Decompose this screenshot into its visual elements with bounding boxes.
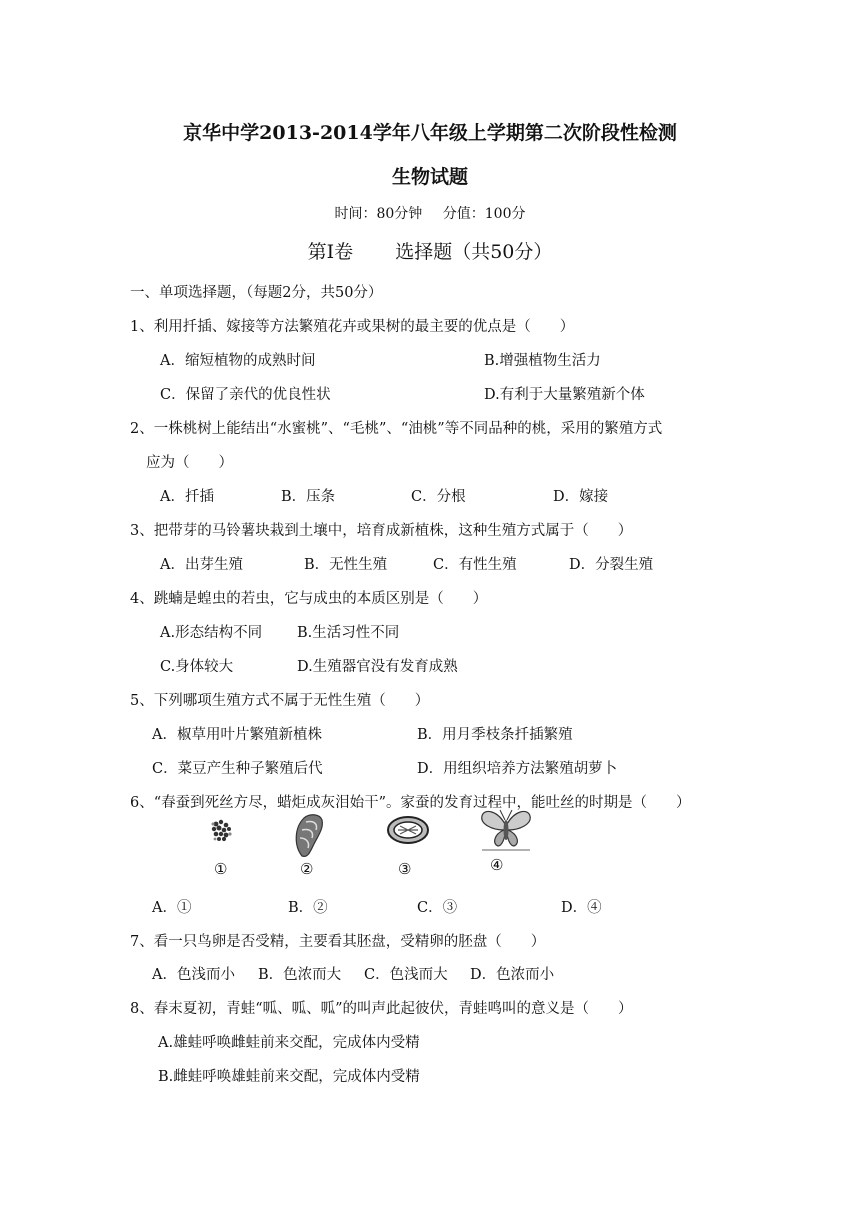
image-label-2: ② [300,860,314,878]
question-2-option-b: B．压条 [281,489,336,505]
question-3-option-c: C．有性生殖 [433,557,517,573]
exam-title: 京华中学2013-2014学年八年级上学期第二次阶段性检测 [183,122,677,144]
question-1-option-b: B.增强植物生活力 [484,353,601,369]
silkworm-stage-images [196,812,536,884]
question-4-option-b: B.生活习性不同 [297,625,400,641]
image-label-4: ④ [490,856,504,874]
question-2-stem-cont: 应为（ ） [146,455,233,471]
silkworm-cocoon-image [386,812,430,848]
question-7-option-c: C．色浅而大 [364,967,448,983]
question-1-option-a: A．缩短植物的成熟时间 [160,353,316,369]
question-7-option-a: A．色浅而小 [152,967,235,983]
question-1-option-d: D.有利于大量繁殖新个体 [484,387,645,403]
question-3-option-d: D．分裂生殖 [569,557,654,573]
question-2-option-d: D．嫁接 [553,489,609,505]
question-7-option-b: B．色浓而大 [258,967,342,983]
section-heading [0,237,860,264]
question-3-stem: 3、把带芽的马铃薯块栽到土壤中，培育成新植株，这种生殖方式属于（ ） [130,523,633,539]
question-1-stem: 1、利用扦插、嫁接等方法繁殖花卉或果树的最主要的优点是（ ） [130,319,575,335]
question-5-option-d: D．用组织培养方法繁殖胡萝卜 [417,761,618,777]
question-5-option-b: B．用月季枝条扦插繁殖 [417,727,573,743]
question-8-option-b: B.雌蛙呼唤雄蛙前来交配，完成体内受精 [158,1069,420,1085]
question-4-option-c: C.身体较大 [160,659,234,675]
question-7-stem: 7、看一只鸟卵是否受精，主要看其胚盘，受精卵的胚盘（ ） [130,934,546,950]
question-5-stem: 5、下列哪项生殖方式不属于无性生殖（ ） [130,693,430,709]
section-label: 第Ⅰ卷 [307,241,354,263]
question-4-option-a: A.形态结构不同 [160,625,263,641]
question-6-option-b: B．② [288,900,328,916]
image-label-3: ③ [398,860,412,878]
exam-score: 分值：100分 [442,206,526,222]
question-6-stem: 6、“春蚕到死丝方尽，蜡炬成灰泪始干”。家蚕的发育过程中，能吐丝的时期是（ ） [130,795,691,811]
image-label-1: ① [214,860,228,878]
part-heading: 一、单项选择题，（每题2分，共50分） [130,285,383,301]
question-1-option-c: C．保留了亲代的优良性状 [160,387,331,403]
exam-time: 时间：80分钟 [334,206,423,222]
question-8-option-a: A.雄蛙呼唤雌蛙前来交配，完成体内受精 [158,1035,420,1051]
question-2-option-a: A．扦插 [160,489,214,505]
question-2-stem: 2、一株桃树上能结出“水蜜桃”、“毛桃”、“油桃”等不同品种的桃，采用的繁殖方式 [130,421,663,437]
question-6-option-a: A．① [152,900,192,916]
question-4-stem: 4、跳蝻是蝗虫的若虫，它与成虫的本质区别是（ ） [130,591,488,607]
question-5-option-a: A．椒草用叶片繁殖新植株 [152,727,322,743]
question-6-option-d: D．④ [561,900,602,916]
question-4-option-d: D.生殖器官没有发育成熟 [297,659,458,675]
question-2-option-c: C．分根 [411,489,466,505]
silkworm-larva-image [288,812,330,860]
silkworm-eggs-image [204,812,238,852]
exam-meta [0,203,860,223]
question-6-option-c: C．③ [417,900,458,916]
exam-subtitle: 生物试题 [391,166,468,188]
silkworm-moth-image [478,804,534,854]
question-8-stem: 8、春末夏初，青蛙“呱、呱、呱”的叫声此起彼伏，青蛙鸣叫的意义是（ ） [130,1001,633,1017]
question-3-option-b: B．无性生殖 [304,557,388,573]
question-7-option-d: D．色浓而小 [470,967,555,983]
question-3-option-a: A．出芽生殖 [160,557,243,573]
question-5-option-c: C．菜豆产生种子繁殖后代 [152,761,323,777]
section-title: 选择题（共50分） [395,241,553,263]
